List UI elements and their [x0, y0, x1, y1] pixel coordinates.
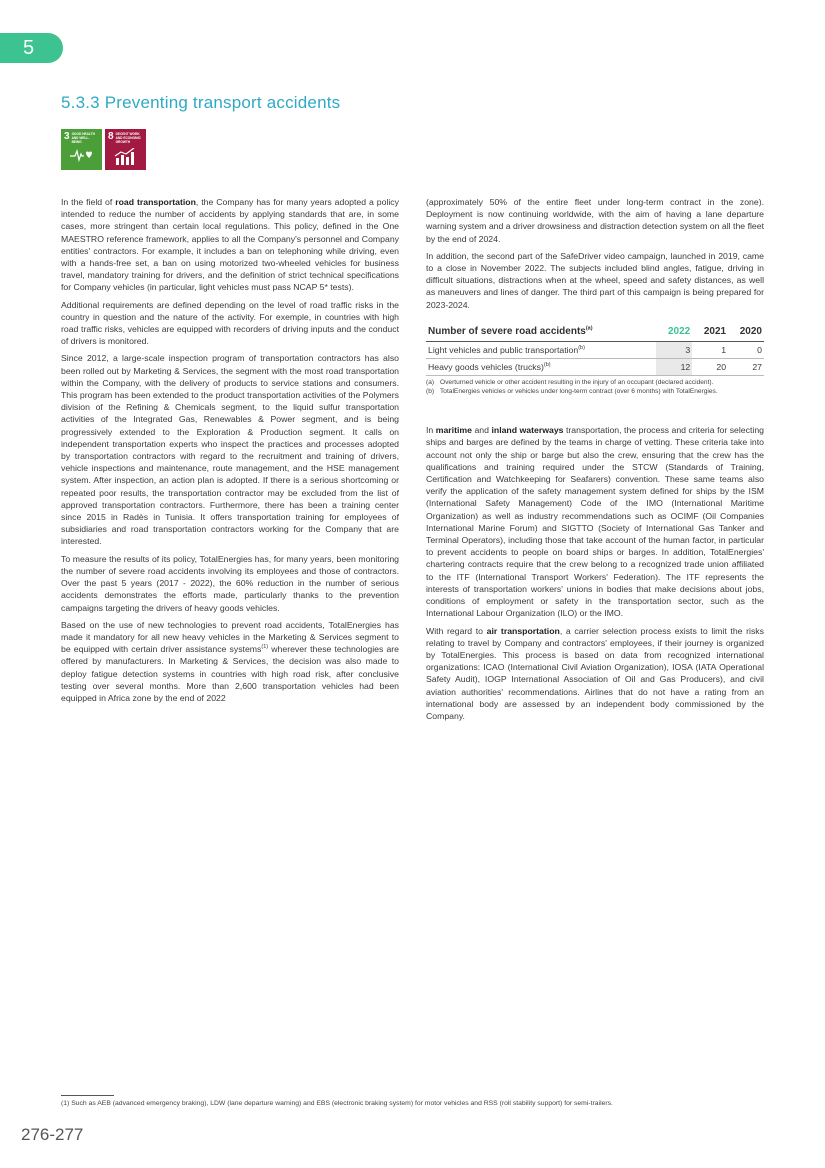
chapter-tab: 5 — [0, 33, 63, 63]
table-header-row — [426, 322, 764, 342]
footnote-divider — [61, 1095, 114, 1096]
sdg-3-number: 3 — [64, 131, 70, 142]
table-note-b: (b) TotalEnergies vehicles or vehicles under long-term contract (over 6 months) with TotalEnergies. — [426, 387, 718, 395]
sdg-3-badge — [61, 129, 102, 170]
table-header-2020: 2020 — [728, 322, 764, 342]
table-row — [426, 342, 764, 359]
additional-requirements-paragraph: Additional requirements are defined depending on the level of road traffic risks in the country in question and the nature of the activity. For exemple, in countries with high road traffic risks, vehicles are equipped with recorders of driving inputs and the conduct of drivers is monitored. — [61, 299, 399, 347]
deployment-paragraph: (approximately 50% of the entire fleet under long-term contract in the zone). Deployment is now continuing worldwide, with the aim of having a lane departure warning system and a driver drowsiness and distraction detection system on all the fleet by the end of 2024. — [426, 197, 764, 244]
row-value-2021: 1 — [692, 342, 728, 359]
sdg-8-number: 8 — [108, 131, 114, 142]
table-header-2021: 2021 — [692, 322, 728, 342]
inspection-program-paragraph: Since 2012, a large-scale inspection program of transportation contractors has also been rolled out by Marketing & Services, the segment with the most road transportation within the Company, with the delivery of products to service stations and consumers. This program has been extended to the product transportation activities of the Polymers division of the Refining & Chemicals segment, to the liquid sulfur transportation activities of the Integrated Gas, Renewables & Power segment, and is being progressively extended to the Exploration & Production segment. It calls on independent transportation experts who inspect the practices and processes adopted by transportation contractors with regard to the recruitment and training of drivers, vehicle inspections and maintenance, route management, and the HSE management system. After inspection, an action plan is adopted. If there is a serious shortcoming or repeated poor results, the transportation contractor may be excluded from the list of approved transportation contractors. Furthermore, there has been a training center since 2015 in Radès in Tunisia. It offers transportation training for employees of subsidiaries and road transportation contractors working for the Company that are interested. — [61, 353, 399, 547]
new-technologies-paragraph: Based on the use of new technologies to prevent road accidents, TotalEnergies has made it mandatory for all new heavy vehicles in the Marketing & Services segment to be equipped with certain driver assistance systems$^{(1)}$ wherever these technologies are offered by manufacturers. In Marketing & Services, the decision was also made to deploy fatigue detection systems in countries with high road risk, after conclusive testing over several months. More than 2,600 transportation vehicles had been equipped in Africa zone by the end of 2022 — [61, 619, 399, 703]
maritime-paragraph: In maritime and inland waterways transportation, the process and criteria for selecting ships and barges are defined by the teams in charge of vetting. These criteria take into account not only the ship or barge but also the crew, ensuring that the crew has the qualifications and training required under the STCW (Standards of Training, Certification and Watchkeeping for Seafarers) convention. These same teams also verify the application of the safety management system defined for ships by the ISM (International Safety Management) Code of the IMO (International Maritime Organization) as well as industry recommendations such as OCIMF (Oil Companies International Marine Forum) and SIGTTO (Society of International Gas Tanker and Terminal Operators), including those that take account of the human factor, in particular to prevent accidents to people on board ships or barges. In addition, TotalEnergies' chartering contracts require that the crew belong to a recognized trade union affiliated to the ITF (International Transport Workers' Federation). The ITF represents the interests of transportation workers' unions in bodies that make decisions about jobs, conditions of employment or safety in the transportation sector, such as the International Labour Organization (ILO) or the IMO. — [426, 425, 764, 619]
table-note-a: (a) Overturned vehicle or other accident resulting in the injury of an occupant (declared accident). — [426, 379, 714, 387]
footnote: (1) Such as AEB (advanced emergency braking), LDW (lane departure warning) and EBS (electronic braking system) for motor vehicles and RSS (roll stability support) for semi-trailers. — [61, 1100, 613, 1107]
right-column — [426, 196, 764, 727]
table-header-label: Number of severe road accidents$^{(a)}$ — [426, 322, 656, 342]
growth-chart-icon — [114, 148, 136, 165]
row-label: Heavy goods vehicles (trucks)$^{(b)}$ — [426, 359, 656, 376]
sdg-3-label: GOOD HEALTH AND WELL-BEING — [71, 132, 95, 144]
section-title: 5.3.3 Preventing transport accidents — [61, 93, 341, 112]
heartbeat-icon — [70, 148, 94, 162]
row-label: Light vehicles and public transportation$^{(b)}$ — [426, 342, 656, 359]
safedriver-paragraph: In addition, the second part of the SafeDriver video campaign, launched in 2019, came to a close in November 2022. The subjects included blind angles, fatigue, driving in difficult situations, distractions when at the wheel, speed and safety distances, as well as maneuvers and lines of danger. The third part of this campaign is being prepared for 2023-2024. — [426, 250, 764, 310]
table-header-2022: 2022 — [656, 322, 692, 342]
page-number: 276-277 — [21, 1125, 84, 1144]
sdg-8-label: DECENT WORK AND ECONOMIC GROWTH — [115, 132, 141, 144]
sdg-8-badge — [105, 129, 146, 170]
row-value-2020: 27 — [728, 359, 764, 376]
row-value-2020: 0 — [728, 342, 764, 359]
left-column — [61, 196, 399, 709]
severe-accidents-table — [426, 322, 764, 377]
row-value-2022: 12 — [656, 359, 692, 376]
results-paragraph: To measure the results of its policy, TotalEnergies has, for many years, been monitoring the number of severe road accidents involving its employees and those of contractors. Over the past 5 years (2017 - 2022), the 60% reduction in the number of serious accidents demonstrates the efforts made, particularly thanks to the prevention campaigns targeting the drivers of heavy goods vehicles. — [61, 553, 399, 613]
road-transport-paragraph: In the field of road transportation, the Company has for many years adopted a policy intended to reduce the number of accidents by applying standards that are, in some cases, more stringent than certain local regulations. This policy, defined in the One MAESTRO reference framework, applies to all the Company's personnel and Company entities' contractors. For example, it includes a ban on telephoning while driving, even with a hands-free set, a ban on using motorized two-wheeled vehicles for business travel, mandatory training for drivers, and the definition of strict technical specifications for Company vehicles (in particular, light vehicles must pass NCAP 5* tests). — [61, 197, 399, 293]
table-notes — [426, 379, 764, 396]
air-transport-paragraph: With regard to air transportation, a carrier selection process exists to limit the risks relating to travel by Company and contractors' employees, if their journey is organized by TotalEnergies. This process is based on data from recognized international organizations: ICAO (International Civil Aviation Organization), IOSA (IATA Operational Safety Audit), IOGP International Association of Oil and Gas Producers), and civil aviation authorities' recommendations. Airlines that do not have a rating from an international body are assessed by an independent body commissioned by the Company. — [426, 625, 764, 721]
row-value-2022: 3 — [656, 342, 692, 359]
row-value-2021: 20 — [692, 359, 728, 376]
table-row — [426, 359, 764, 376]
